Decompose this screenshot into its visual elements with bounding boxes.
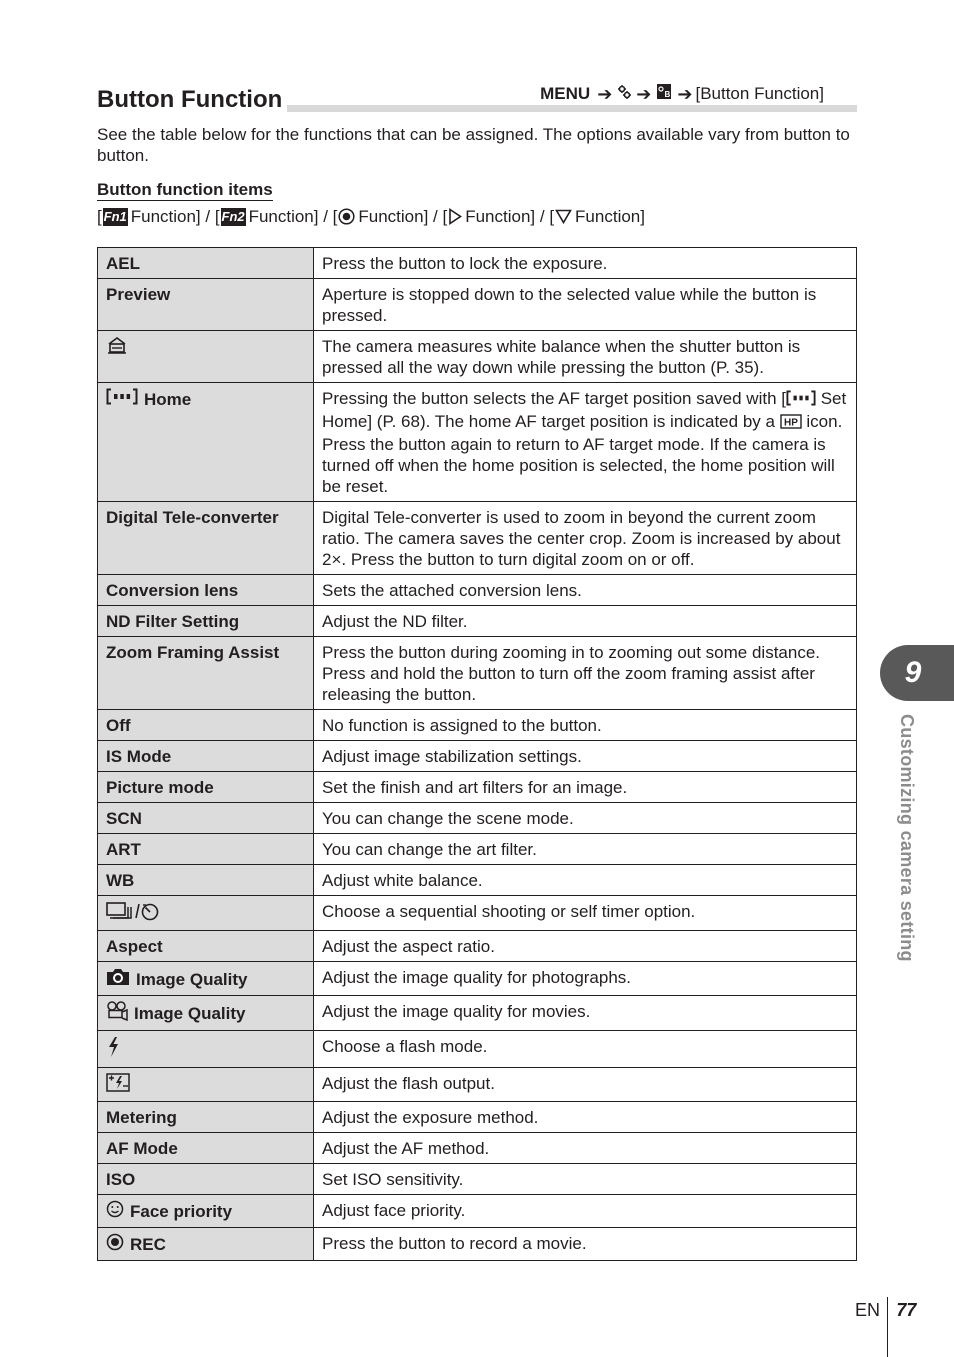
arrow-right-icon: ➔ [636, 83, 652, 104]
function-name [98, 962, 314, 996]
function-description: The camera measures white balance when the shutter button is pressed all the way down while pressing the button (P. 35). [314, 331, 857, 383]
function-name: ISO [98, 1164, 314, 1195]
function-description: Adjust the AF method. [314, 1133, 857, 1164]
rec-icon [338, 208, 355, 225]
play-icon [448, 208, 462, 225]
function-name-text: Image Quality [136, 969, 248, 989]
table-row [98, 710, 857, 741]
table-row [98, 962, 857, 996]
function-name [98, 1228, 314, 1261]
svg-text:HP: HP [783, 417, 798, 429]
table-row [98, 637, 857, 710]
face-icon [106, 1200, 124, 1223]
table-row [98, 1164, 857, 1195]
item-text: Function] / [ [130, 207, 220, 226]
table-row [98, 1068, 857, 1102]
function-name [98, 1068, 314, 1102]
function-name: Zoom Framing Assist [98, 637, 314, 710]
table-row [98, 575, 857, 606]
function-description: Adjust the aspect ratio. [314, 931, 857, 962]
flash-compensation-icon [106, 1077, 130, 1096]
custom-submenu-b-icon [656, 83, 672, 105]
function-name: IS Mode [98, 741, 314, 772]
table-row [98, 1228, 857, 1261]
rec-icon [106, 1233, 124, 1256]
one-touch-wb-icon [106, 340, 128, 359]
item-text: Function] / [ [465, 207, 555, 226]
menu-target: [Button Function] [695, 84, 824, 103]
intro-text: See the table below for the functions that can be assigned. The options available vary from button to button. [97, 125, 850, 165]
language-code: EN [855, 1300, 881, 1320]
function-name-text: Face priority [130, 1202, 233, 1221]
arrow-right-icon: ➔ [677, 83, 693, 104]
function-name: ND Filter Setting [98, 606, 314, 637]
table-row [98, 279, 857, 331]
bracket: [ [97, 207, 102, 226]
af-target-icon [786, 390, 816, 411]
function-description: You can change the scene mode. [314, 803, 857, 834]
function-name: WB [98, 865, 314, 896]
table-row [98, 865, 857, 896]
table-row [98, 803, 857, 834]
desc-text: Set Home] (P. 68). The home AF target position is indicated by a [322, 389, 847, 431]
function-name [98, 1031, 314, 1068]
function-description: Press the button to record a movie. [314, 1228, 857, 1261]
fn1-icon: Fn1 [103, 209, 127, 224]
svg-text:B: B [664, 90, 671, 99]
arrow-right-icon: ➔ [597, 83, 613, 104]
function-description: Adjust the exposure method. [314, 1102, 857, 1133]
function-name: Digital Tele-converter [98, 502, 314, 575]
custom-menu-icon [617, 84, 631, 105]
function-name: Aspect [98, 931, 314, 962]
table-row [98, 834, 857, 865]
table-row [98, 606, 857, 637]
table-row [98, 1195, 857, 1228]
sequential-self-timer-icon [106, 906, 160, 925]
page-footer [855, 1297, 916, 1357]
function-description: Adjust face priority. [314, 1195, 857, 1228]
page-header [97, 82, 857, 114]
delete-triangle-icon [555, 209, 572, 224]
function-name [98, 383, 314, 502]
function-description: No function is assigned to the button. [314, 710, 857, 741]
item-text: Function] / [ [248, 207, 338, 226]
table-row [98, 741, 857, 772]
function-name: Picture mode [98, 772, 314, 803]
menu-path [534, 83, 824, 105]
desc-text: Pressing the button selects the AF target position saved with [ [322, 389, 786, 408]
table-row [98, 1031, 857, 1068]
page-number: 77 [896, 1300, 917, 1320]
home-position-icon [780, 413, 802, 434]
function-name: Preview [98, 279, 314, 331]
desc-text: icon. Press the button again to return to AF target mode. If the camera is turned off when the home position is selected, the home position will be reset. [322, 412, 843, 496]
function-name: AF Mode [98, 1133, 314, 1164]
function-description: Press the button during zooming in to zooming out some distance. Press and hold the button to turn off the zoom framing assist after releasing the button. [314, 637, 857, 710]
title-rule [287, 105, 857, 112]
menu-word: MENU [540, 84, 591, 103]
function-description: Digital Tele-converter is used to zoom in beyond the current zoom ratio. The camera saves the center crop. Zoom is increased by about 2×. Press the button to turn digital zoom on or off. [314, 502, 857, 575]
function-name-text: Image Quality [134, 1004, 246, 1023]
af-target-icon [106, 388, 138, 410]
fn2-icon: Fn2 [221, 209, 245, 224]
function-name: Off [98, 710, 314, 741]
table-row [98, 502, 857, 575]
item-text: Function] / [ [358, 207, 448, 226]
function-name: ART [98, 834, 314, 865]
table-row [98, 383, 857, 502]
function-name [98, 996, 314, 1031]
function-name: Conversion lens [98, 575, 314, 606]
function-name: SCN [98, 803, 314, 834]
flash-icon [106, 1043, 120, 1062]
function-description: Adjust the image quality for movies. [314, 996, 857, 1031]
table-row [98, 896, 857, 931]
function-name: AEL [98, 248, 314, 279]
function-description: Set the finish and art filters for an image. [314, 772, 857, 803]
function-description: Choose a sequential shooting or self timer option. [314, 896, 857, 931]
function-description: Set ISO sensitivity. [314, 1164, 857, 1195]
function-description: Choose a flash mode. [314, 1031, 857, 1068]
function-description: You can change the art filter. [314, 834, 857, 865]
function-description: Adjust the image quality for photographs. [314, 962, 857, 996]
function-description: Aperture is stopped down to the selected value while the button is pressed. [314, 279, 857, 331]
table-row [98, 331, 857, 383]
page-title: Button Function [97, 86, 286, 114]
camera-icon [106, 967, 130, 991]
function-description: Adjust the flash output. [314, 1068, 857, 1102]
function-name [98, 1195, 314, 1228]
table-row [98, 1102, 857, 1133]
movie-icon [106, 1001, 128, 1026]
chapter-label [895, 714, 917, 1004]
function-description: Press the button to lock the exposure. [314, 248, 857, 279]
table-row [98, 931, 857, 962]
function-name-text: REC [130, 1235, 166, 1254]
button-function-items [97, 206, 645, 227]
chapter-label-text: Customizing camera setting [897, 714, 917, 962]
function-name: Metering [98, 1102, 314, 1133]
item-text: Function] [575, 207, 645, 226]
function-description [314, 383, 857, 502]
table-row [98, 1133, 857, 1164]
function-description: Adjust image stabilization settings. [314, 741, 857, 772]
function-name [98, 896, 314, 931]
function-description: Adjust the ND filter. [314, 606, 857, 637]
function-name-text: Home [144, 389, 192, 409]
section-heading: Button function items [97, 180, 273, 199]
table-row [98, 772, 857, 803]
table-row [98, 996, 857, 1031]
function-description: Sets the attached conversion lens. [314, 575, 857, 606]
function-name [98, 331, 314, 383]
function-description: Adjust white balance. [314, 865, 857, 896]
table-row [98, 248, 857, 279]
function-table [97, 247, 857, 1261]
chapter-tab: 9 [880, 645, 954, 701]
